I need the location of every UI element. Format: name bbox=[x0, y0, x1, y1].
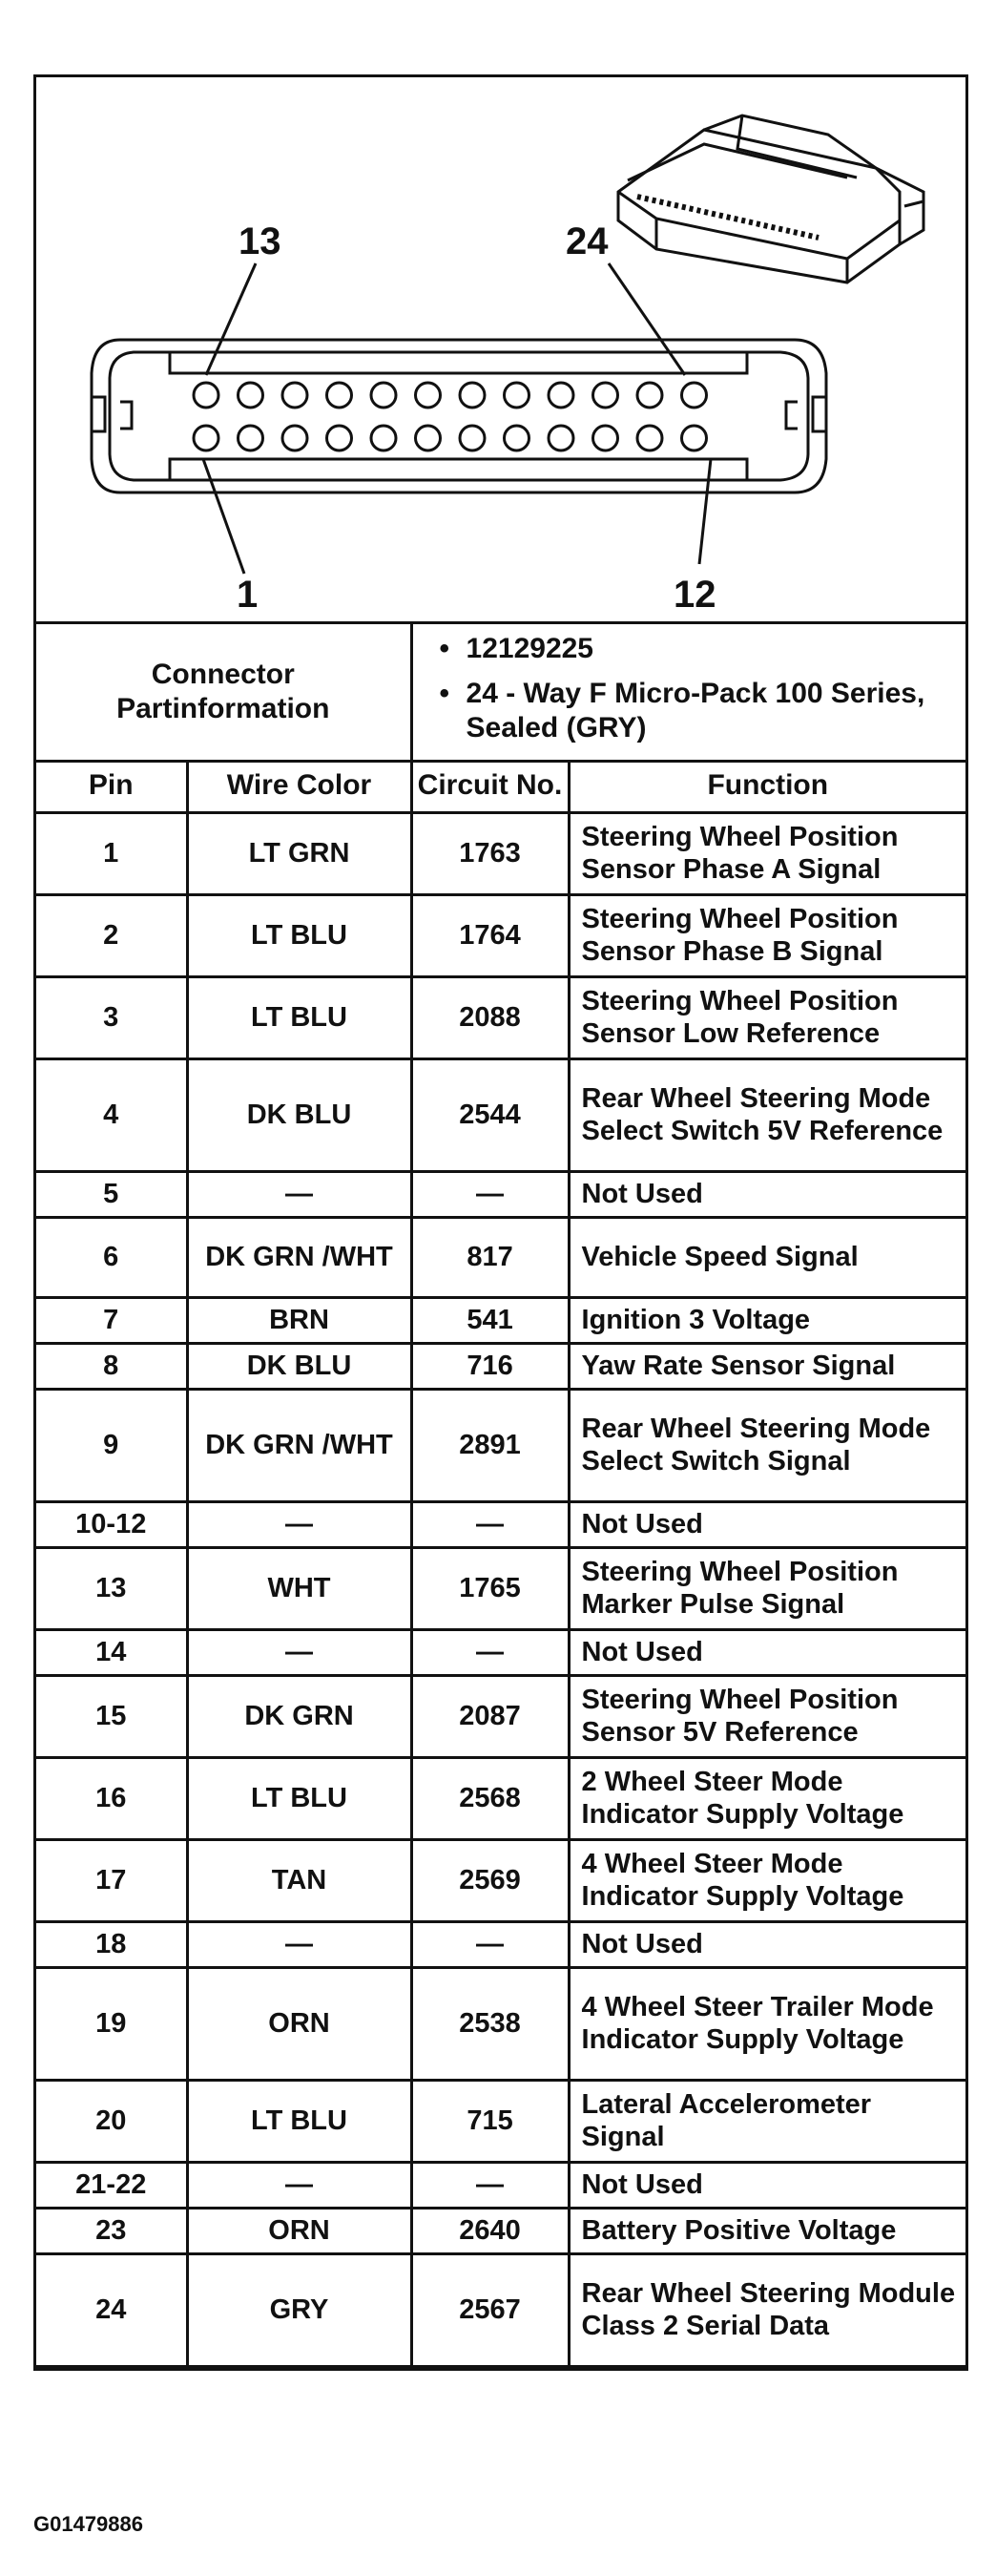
cell-function: 4 Wheel Steer Trailer Mode Indicator Supply Voltage bbox=[569, 1968, 965, 2081]
cell-wire-color: LT BLU bbox=[187, 977, 411, 1059]
table-row bbox=[36, 1548, 965, 1630]
connector-pin-cavity bbox=[239, 383, 263, 408]
connector-3d-sketch bbox=[618, 115, 923, 283]
cell-wire-color: WHT bbox=[187, 1548, 411, 1630]
header-wire-color: Wire Color bbox=[187, 761, 411, 812]
cell-circuit: 2891 bbox=[411, 1390, 569, 1502]
table-row bbox=[36, 1840, 965, 1922]
table-row bbox=[36, 1390, 965, 1502]
table-row bbox=[36, 813, 965, 895]
cell-wire-color: LT BLU bbox=[187, 1758, 411, 1840]
connector-pin-cavity bbox=[505, 426, 529, 450]
cell-circuit: 2088 bbox=[411, 977, 569, 1059]
cell-function: Battery Positive Voltage bbox=[569, 2209, 965, 2254]
cell-wire-color: ORN bbox=[187, 1968, 411, 2081]
connector-pin-cavity bbox=[549, 383, 573, 408]
connector-label-line2: Partinformation bbox=[116, 692, 330, 724]
cell-wire-color: DK GRN bbox=[187, 1676, 411, 1758]
cell-circuit: 2567 bbox=[411, 2254, 569, 2367]
cell-pin: 17 bbox=[36, 1840, 187, 1922]
table-row bbox=[36, 895, 965, 977]
cell-function: Not Used bbox=[569, 1172, 965, 1218]
table-row bbox=[36, 977, 965, 1059]
cell-circuit: 1765 bbox=[411, 1548, 569, 1630]
cell-wire-color: TAN bbox=[187, 1840, 411, 1922]
connector-face-drawing bbox=[36, 77, 965, 621]
cell-wire-color: — bbox=[187, 1502, 411, 1548]
connector-figure bbox=[33, 74, 968, 2371]
connector-pin-cavity bbox=[505, 383, 529, 408]
cell-function: Rear Wheel Steering Mode Select Switch Signal bbox=[569, 1390, 965, 1502]
cell-function: Ignition 3 Voltage bbox=[569, 1298, 965, 1344]
connector-pin-cavity bbox=[239, 426, 263, 450]
connector-pin-cavity bbox=[371, 383, 396, 408]
header-circuit: Circuit No. bbox=[411, 761, 569, 812]
cell-function: 4 Wheel Steer Mode Indicator Supply Voltage bbox=[569, 1840, 965, 1922]
cell-pin: 1 bbox=[36, 813, 187, 895]
connector-pin-cavity bbox=[593, 383, 618, 408]
cell-circuit: — bbox=[411, 1502, 569, 1548]
cell-pin: 5 bbox=[36, 1172, 187, 1218]
pinout-rows bbox=[36, 813, 965, 2367]
cell-pin: 4 bbox=[36, 1059, 187, 1172]
cell-circuit: 1763 bbox=[411, 813, 569, 895]
cell-pin: 3 bbox=[36, 977, 187, 1059]
cell-function: Rear Wheel Steering Mode Select Switch 5V Reference bbox=[569, 1059, 965, 1172]
connector-info-row bbox=[36, 624, 965, 761]
cell-function: Steering Wheel Position Sensor Phase B Signal bbox=[569, 895, 965, 977]
cell-circuit: 817 bbox=[411, 1218, 569, 1298]
callout-pin-12: 12 bbox=[674, 574, 716, 616]
connector-label-line1: Connector bbox=[151, 658, 295, 690]
table-row bbox=[36, 2209, 965, 2254]
cell-wire-color: — bbox=[187, 2163, 411, 2209]
cell-circuit: 2087 bbox=[411, 1676, 569, 1758]
connector-pin-cavity bbox=[637, 383, 662, 408]
header-function: Function bbox=[569, 761, 965, 812]
cell-pin: 20 bbox=[36, 2081, 187, 2163]
cell-function: Lateral Accelerometer Signal bbox=[569, 2081, 965, 2163]
cell-pin: 9 bbox=[36, 1390, 187, 1502]
cell-function: Rear Wheel Steering Module Class 2 Serial Data bbox=[569, 2254, 965, 2367]
cell-wire-color: DK GRN /WHT bbox=[187, 1390, 411, 1502]
cell-function: Steering Wheel Position Marker Pulse Signal bbox=[569, 1548, 965, 1630]
pin-callout-leaders bbox=[203, 263, 711, 574]
header-pin: Pin bbox=[36, 761, 187, 812]
cell-function: Not Used bbox=[569, 1922, 965, 1968]
cell-wire-color: — bbox=[187, 1922, 411, 1968]
table-row bbox=[36, 1344, 965, 1390]
cell-pin: 7 bbox=[36, 1298, 187, 1344]
connector-part-number: • 12129225 bbox=[440, 632, 953, 667]
connector-part-info bbox=[411, 624, 965, 761]
connector-pin-cavity bbox=[637, 426, 662, 450]
cell-function: 2 Wheel Steer Mode Indicator Supply Voltage bbox=[569, 1758, 965, 1840]
connector-pin-cavity bbox=[371, 426, 396, 450]
cell-circuit: 715 bbox=[411, 2081, 569, 2163]
table-row bbox=[36, 1630, 965, 1676]
connector-description: • 24 - Way F Micro-Pack 100 Series, Sealed (GRY) bbox=[440, 677, 953, 746]
connector-pin-cavity bbox=[460, 426, 485, 450]
cell-pin: 6 bbox=[36, 1218, 187, 1298]
cell-circuit: 2538 bbox=[411, 1968, 569, 2081]
table-row bbox=[36, 1758, 965, 1840]
callout-pin-1: 1 bbox=[237, 574, 259, 616]
cell-pin: 24 bbox=[36, 2254, 187, 2367]
cell-function: Steering Wheel Position Sensor Low Reference bbox=[569, 977, 965, 1059]
connector-pin-cavity bbox=[593, 426, 618, 450]
cell-circuit: 2569 bbox=[411, 1840, 569, 1922]
cell-wire-color: BRN bbox=[187, 1298, 411, 1344]
cell-circuit: 2568 bbox=[411, 1758, 569, 1840]
connector-face-outline bbox=[92, 340, 826, 492]
connector-pin-cavity bbox=[549, 426, 573, 450]
table-row bbox=[36, 1968, 965, 2081]
table-row bbox=[36, 1922, 965, 1968]
callout-pin-13: 13 bbox=[239, 220, 281, 262]
cell-circuit: — bbox=[411, 1630, 569, 1676]
table-row bbox=[36, 1172, 965, 1218]
connector-pin-cavity bbox=[194, 383, 218, 408]
pinout-table bbox=[36, 624, 965, 2368]
table-row bbox=[36, 1502, 965, 1548]
cell-wire-color: — bbox=[187, 1630, 411, 1676]
connector-pin-cavity bbox=[327, 426, 352, 450]
cell-circuit: — bbox=[411, 2163, 569, 2209]
cell-pin: 10-12 bbox=[36, 1502, 187, 1548]
table-row bbox=[36, 2163, 965, 2209]
table-row bbox=[36, 1298, 965, 1344]
cell-circuit: 541 bbox=[411, 1298, 569, 1344]
cell-circuit: 2544 bbox=[411, 1059, 569, 1172]
table-row bbox=[36, 1218, 965, 1298]
cell-function: Not Used bbox=[569, 1502, 965, 1548]
cell-circuit: 716 bbox=[411, 1344, 569, 1390]
connector-part-label bbox=[36, 624, 411, 761]
cell-function: Steering Wheel Position Sensor 5V Reference bbox=[569, 1676, 965, 1758]
connector-pin-cavity bbox=[282, 426, 307, 450]
cell-circuit: — bbox=[411, 1172, 569, 1218]
connector-pin-cavity bbox=[327, 383, 352, 408]
table-row bbox=[36, 2254, 965, 2367]
cell-wire-color: DK BLU bbox=[187, 1059, 411, 1172]
cell-wire-color: ORN bbox=[187, 2209, 411, 2254]
callout-pin-24: 24 bbox=[566, 220, 609, 262]
cell-pin: 2 bbox=[36, 895, 187, 977]
cell-function: Steering Wheel Position Sensor Phase A Signal bbox=[569, 813, 965, 895]
cell-circuit: 1764 bbox=[411, 895, 569, 977]
cell-function: Vehicle Speed Signal bbox=[569, 1218, 965, 1298]
connector-pin-cavity bbox=[416, 426, 441, 450]
connector-pin-cavity bbox=[682, 426, 707, 450]
cell-function: Not Used bbox=[569, 1630, 965, 1676]
table-header-row bbox=[36, 761, 965, 812]
cell-pin: 14 bbox=[36, 1630, 187, 1676]
cell-wire-color: GRY bbox=[187, 2254, 411, 2367]
cell-function: Yaw Rate Sensor Signal bbox=[569, 1344, 965, 1390]
connector-pin-grid bbox=[194, 383, 707, 450]
cell-pin: 23 bbox=[36, 2209, 187, 2254]
cell-wire-color: LT BLU bbox=[187, 895, 411, 977]
connector-pin-cavity bbox=[194, 426, 218, 450]
table-row bbox=[36, 2081, 965, 2163]
table-row bbox=[36, 1676, 965, 1758]
figure-id: G01479886 bbox=[33, 2512, 143, 2536]
connector-pin-cavity bbox=[460, 383, 485, 408]
cell-wire-color: — bbox=[187, 1172, 411, 1218]
cell-wire-color: LT BLU bbox=[187, 2081, 411, 2163]
cell-wire-color: LT GRN bbox=[187, 813, 411, 895]
cell-circuit: 2640 bbox=[411, 2209, 569, 2254]
cell-pin: 18 bbox=[36, 1922, 187, 1968]
connector-pin-cavity bbox=[416, 383, 441, 408]
cell-pin: 15 bbox=[36, 1676, 187, 1758]
table-row bbox=[36, 1059, 965, 1172]
cell-pin: 8 bbox=[36, 1344, 187, 1390]
cell-pin: 16 bbox=[36, 1758, 187, 1840]
cell-pin: 19 bbox=[36, 1968, 187, 2081]
cell-pin: 21-22 bbox=[36, 2163, 187, 2209]
connector-pin-cavity bbox=[282, 383, 307, 408]
cell-circuit: — bbox=[411, 1922, 569, 1968]
cell-wire-color: DK BLU bbox=[187, 1344, 411, 1390]
connector-diagram bbox=[36, 77, 965, 624]
connector-pin-cavity bbox=[682, 383, 707, 408]
cell-pin: 13 bbox=[36, 1548, 187, 1630]
cell-wire-color: DK GRN /WHT bbox=[187, 1218, 411, 1298]
cell-function: Not Used bbox=[569, 2163, 965, 2209]
